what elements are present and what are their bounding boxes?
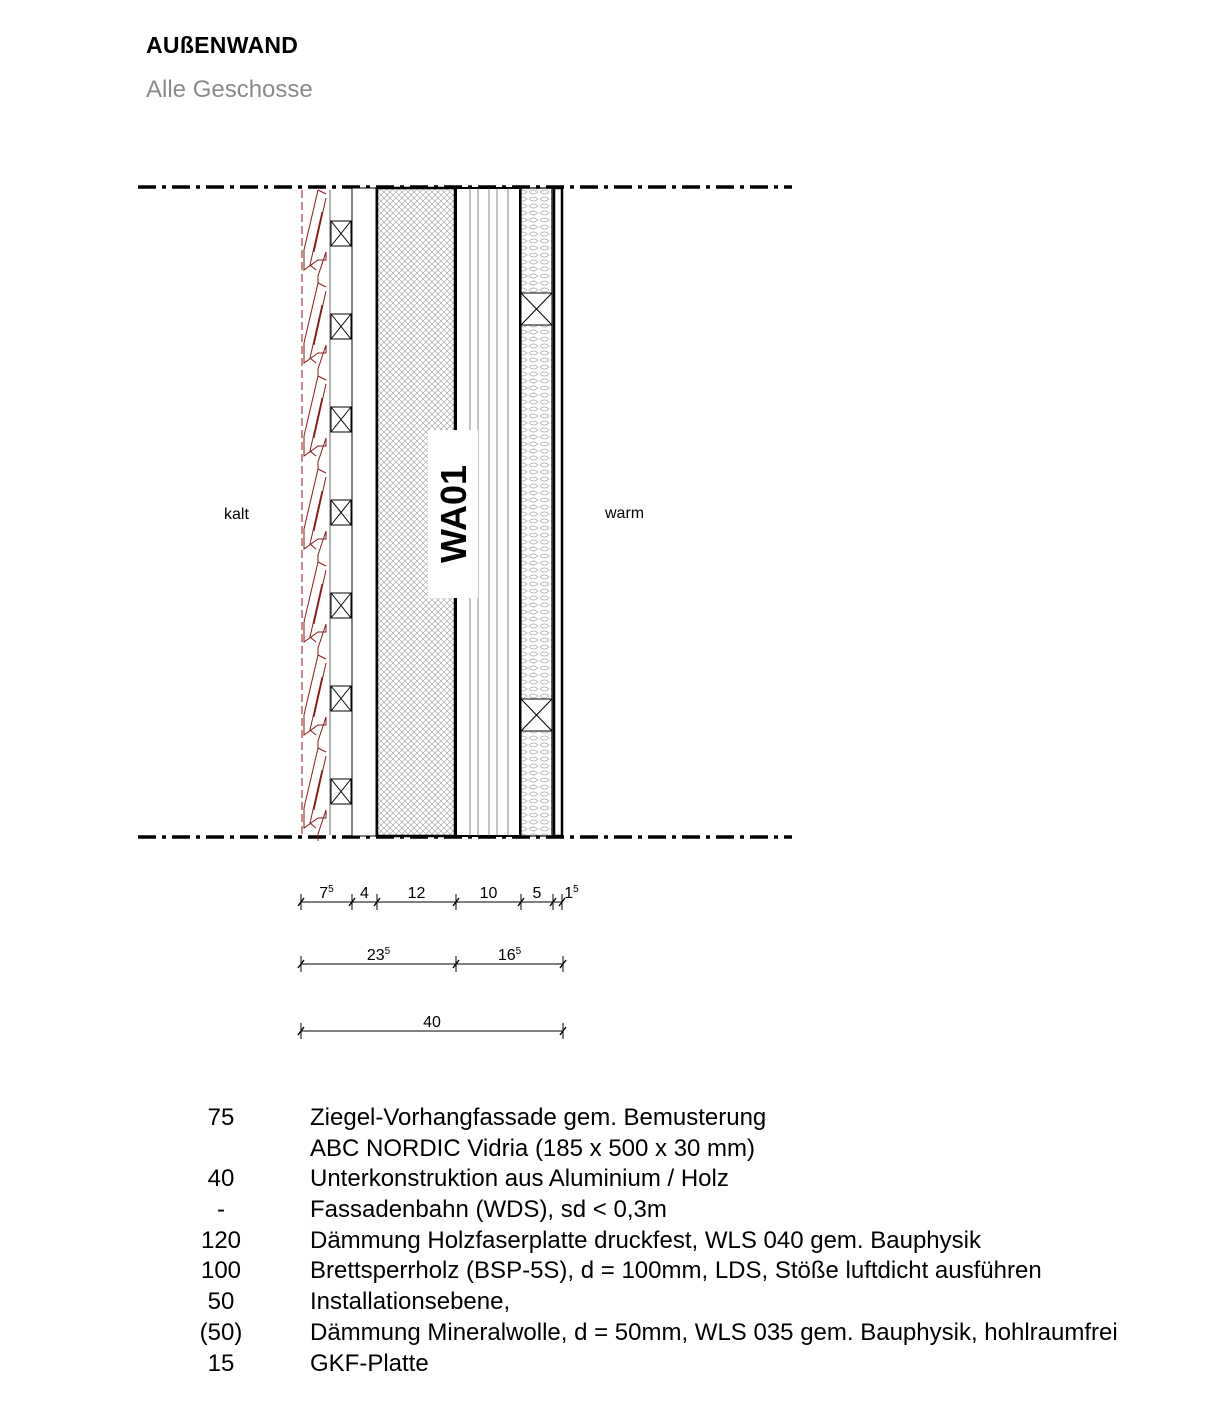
dimension-label: 10 (479, 885, 498, 902)
legend-thickness: - (217, 1196, 225, 1224)
installation-layer (521, 188, 552, 836)
wall-code-label: WA01 (433, 464, 474, 564)
brick-tile (304, 376, 326, 469)
substructure-batten (331, 779, 351, 804)
substructure-batten (331, 686, 351, 711)
dimension-label: $23^5$ (366, 946, 391, 964)
legend-thickness: (50) (199, 1318, 243, 1346)
legend-description: Dämmung Mineralwolle, d = 50mm, WLS 035 gem. Bauphysik, hohlraumfrei (310, 1318, 1118, 1346)
legend-row (0, 1226, 1220, 1257)
legend-description: Installationsebene, (310, 1288, 511, 1316)
brick-tile (304, 190, 326, 283)
layer-legend (0, 1103, 1220, 1379)
legend-thickness: 15 (207, 1349, 235, 1377)
brick-tile (304, 655, 326, 748)
brick-cladding-layer (302, 190, 326, 841)
dimension-row-layers (298, 894, 565, 910)
substructure-batten (331, 500, 351, 525)
legend-thickness: 50 (207, 1288, 235, 1316)
dimension-label: $1^5$ (564, 884, 579, 902)
legend-description: Brettsperrholz (BSP-5S), d = 100mm, LDS, Stöße luftdicht ausführen (310, 1257, 1042, 1285)
legend-thickness: 120 (200, 1226, 242, 1254)
brick-tile (304, 748, 326, 841)
brick-tile (304, 283, 326, 376)
legend-row (0, 1195, 1220, 1226)
brick-tile (304, 562, 326, 655)
legend-row (0, 1287, 1220, 1318)
dimension-label: 5 (532, 885, 542, 902)
legend-row (0, 1349, 1220, 1380)
facade-membrane-layer (352, 188, 376, 836)
legend-row (0, 1103, 1220, 1134)
battens-layer (330, 190, 351, 835)
gypsum-board-layer (554, 188, 562, 836)
warm-side-label: warm (605, 505, 645, 522)
page-title: AUßENWAND (146, 32, 299, 58)
dimension-label: 40 (423, 1014, 441, 1031)
dimension-row-groups (298, 956, 566, 972)
legend-thickness: 40 (207, 1165, 235, 1193)
legend-row (0, 1318, 1220, 1349)
installation-batten (521, 699, 552, 731)
dimension-chains (298, 884, 579, 1039)
legend-row (0, 1164, 1220, 1195)
dimension-label: 4 (360, 885, 369, 902)
dimension-label: $7^5$ (319, 884, 334, 902)
legend-thickness: 100 (200, 1257, 242, 1285)
legend-row (0, 1256, 1220, 1287)
substructure-batten (331, 221, 351, 246)
page-subtitle: Alle Geschosse (146, 76, 313, 103)
legend-description: GKF-Platte (310, 1349, 429, 1377)
legend-description: ABC NORDIC Vidria (185 x 500 x 30 mm) (310, 1134, 756, 1162)
substructure-batten (331, 593, 351, 618)
legend-description: Ziegel-Vorhangfassade gem. Bemusterung (310, 1104, 767, 1131)
legend-row (0, 1134, 1220, 1165)
dimension-label: $16^5$ (497, 946, 522, 964)
legend-description: Unterkonstruktion aus Aluminium / Holz (310, 1165, 729, 1193)
legend-thickness: 75 (207, 1104, 235, 1131)
substructure-batten (331, 407, 351, 432)
brick-tile (304, 469, 326, 562)
legend-description: Dämmung Holzfaserplatte druckfest, WLS 040 gem. Bauphysik (310, 1226, 981, 1254)
dimension-label: 12 (407, 885, 426, 902)
cold-side-label: kalt (224, 506, 249, 523)
legend-description: Fassadenbahn (WDS), sd < 0,3m (310, 1196, 667, 1224)
installation-batten (521, 293, 552, 325)
brick-tiles (304, 190, 326, 841)
substructure-batten (331, 314, 351, 339)
